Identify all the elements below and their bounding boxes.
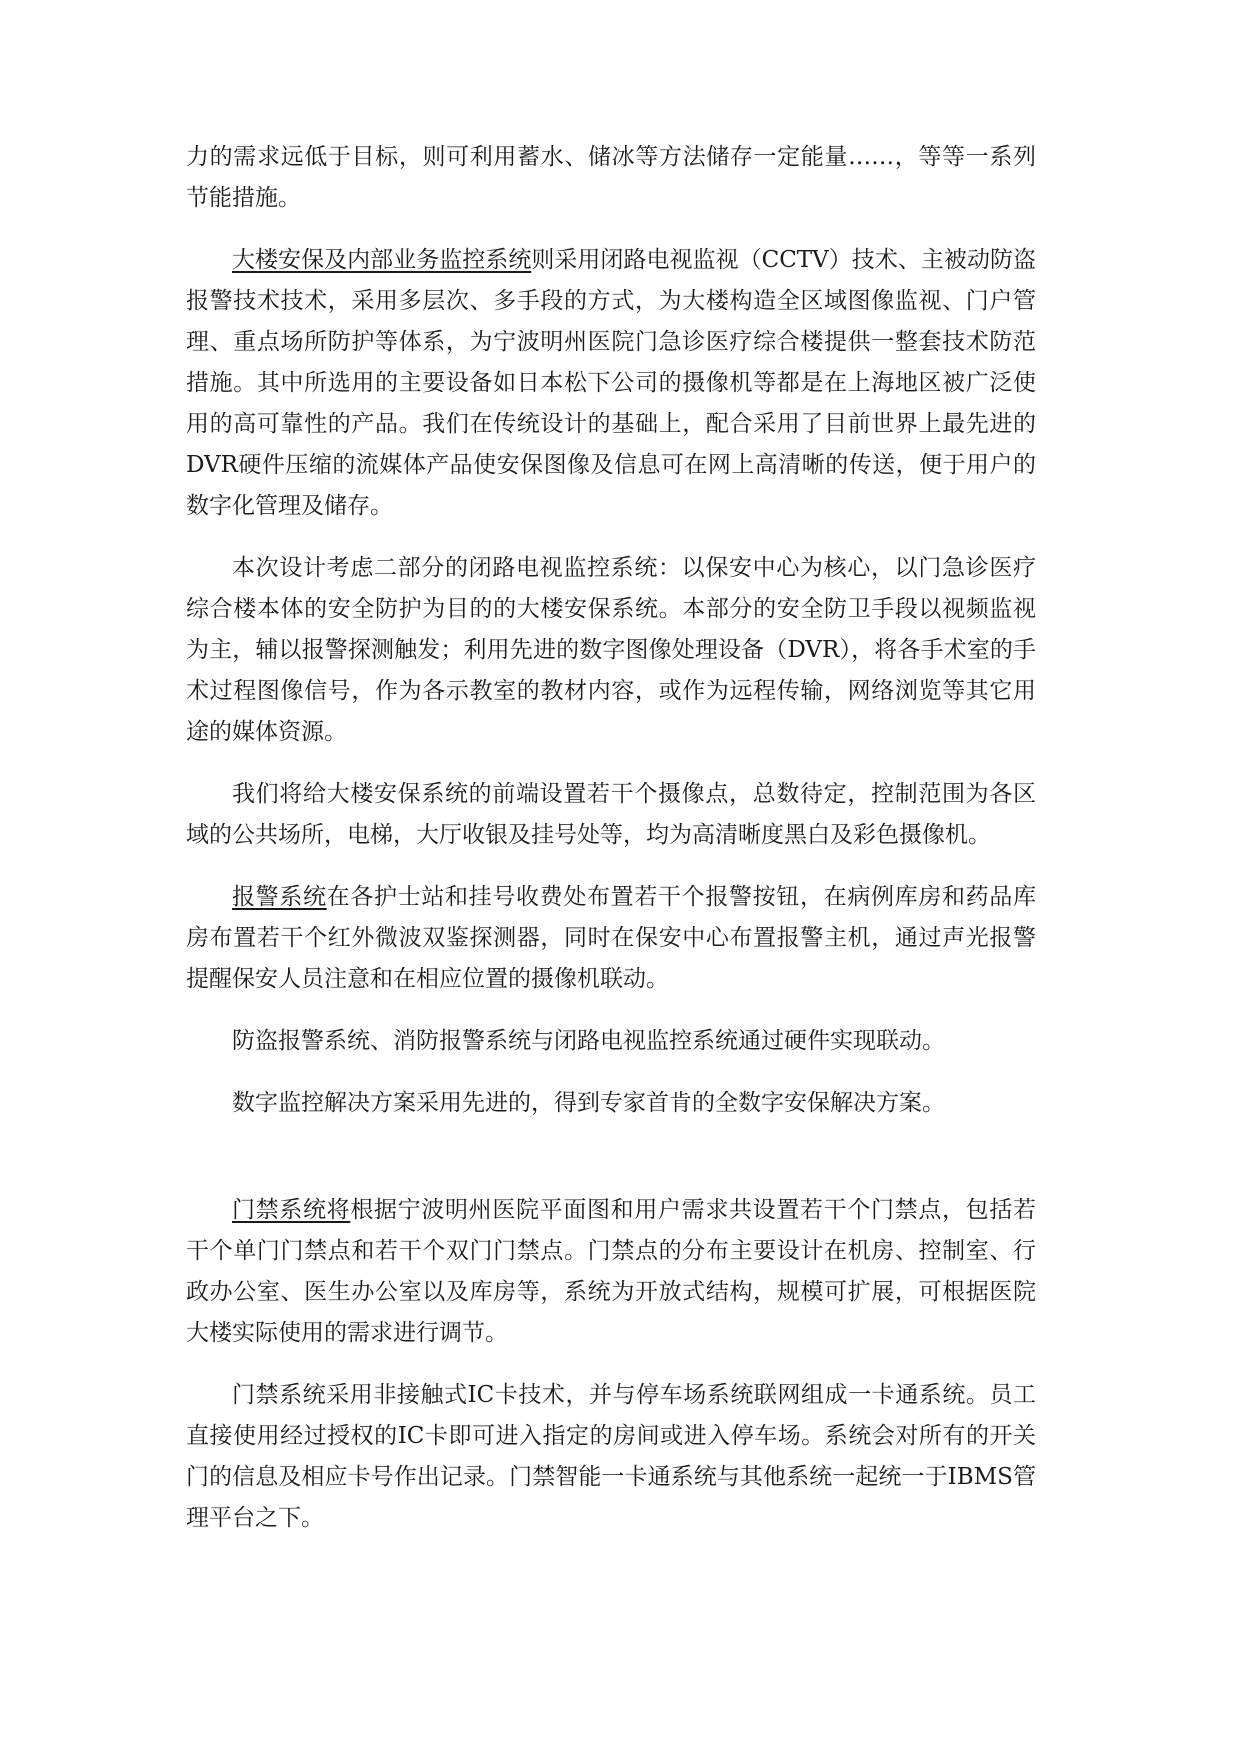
paragraph-text: 门禁系统采用非接触式IC卡技术，并与停车场系统联网组成一卡通系统。员工直接使用经过授权的IC卡即可进入指定的房间或进入停车场。系统会对所有的开关门的信息及相应卡号作出记录。门禁智能一卡通系统与其他系统一起统一于IBMS管理平台之下。 (186, 1382, 1036, 1531)
paragraph-ic-card (186, 1375, 1036, 1539)
paragraph-text: 本次设计考虑二部分的闭路电视监控系统：以保安中心为核心，以门急诊医疗综合楼本体的安全防护为目的的大楼安保系统。本部分的安全防卫手段以视频监视为主，辅以报警探测触发；利用先进的数字图像处理设备（DVR），将各手术室的手术过程图像信号，作为各示教室的教材内容，或作为远程传输，网络浏览等其它用途的媒体资源。 (186, 555, 1036, 745)
paragraph-alarm-system (186, 877, 1036, 1000)
section-heading-alarm-system: 报警系统 (232, 884, 327, 910)
document-body (186, 137, 1036, 1560)
paragraph-energy-saving (186, 137, 1036, 219)
paragraph-text: 力的需求远低于目标，则可利用蓄水、储冰等方法储存一定能量……，等等一系列节能措施。 (186, 144, 1036, 211)
paragraph-text: 则采用闭路电视监视（CCTV）技术、主被动防盗报警技术技术，采用多层次、多手段的方式，为大楼构造全区域图像监视、门户管理、重点场所防护等体系，为宁波明州医院门急诊医疗综合楼提供一整套技术防范措施。其中所选用的主要设备如日本松下公司的摄像机等都是在上海地区被广泛使用的高可靠性的产品。我们在传统设计的基础上，配合采用了目前世界上最先进的DVR硬件压缩的流媒体产品使安保图像及信息可在网上高清晰的传送，便于用户的数字化管理及储存。 (186, 247, 1036, 519)
paragraph-digital-solution (186, 1083, 1036, 1124)
paragraph-security-monitoring (186, 240, 1036, 527)
paragraph-text: 防盗报警系统、消防报警系统与闭路电视监控系统通过硬件实现联动。 (232, 1028, 945, 1054)
paragraph-camera-points (186, 774, 1036, 856)
paragraph-text: 数字监控解决方案采用先进的，得到专家首肯的全数字安保解决方案。 (232, 1090, 945, 1116)
paragraph-access-control (186, 1190, 1036, 1354)
section-heading-security-monitoring: 大楼安保及内部业务监控系统 (232, 247, 532, 273)
paragraph-text: 根据宁波明州医院平面图和用户需求共设置若干个门禁点，包括若干个单门门禁点和若干个双门门禁点。门禁点的分布主要设计在机房、控制室、行政办公室、医生办公室以及库房等，系统为开放式结构，规模可扩展，可根据医院大楼实际使用的需求进行调节。 (186, 1197, 1037, 1346)
paragraph-text: 在各护士站和挂号收费处布置若干个报警按钮，在病例库房和药品库房布置若干个红外微波双鉴探测器，同时在保安中心布置报警主机，通过声光报警提醒保安人员注意和在相应位置的摄像机联动。 (186, 884, 1037, 992)
section-heading-access-control: 门禁系统将 (232, 1197, 351, 1223)
paragraph-cctv-design (186, 548, 1036, 753)
paragraph-text: 我们将给大楼安保系统的前端设置若干个摄像点，总数待定，控制范围为各区域的公共场所，电梯，大厅收银及挂号处等，均为高清晰度黑白及彩色摄像机。 (186, 781, 1036, 848)
paragraph-linkage (186, 1021, 1036, 1062)
